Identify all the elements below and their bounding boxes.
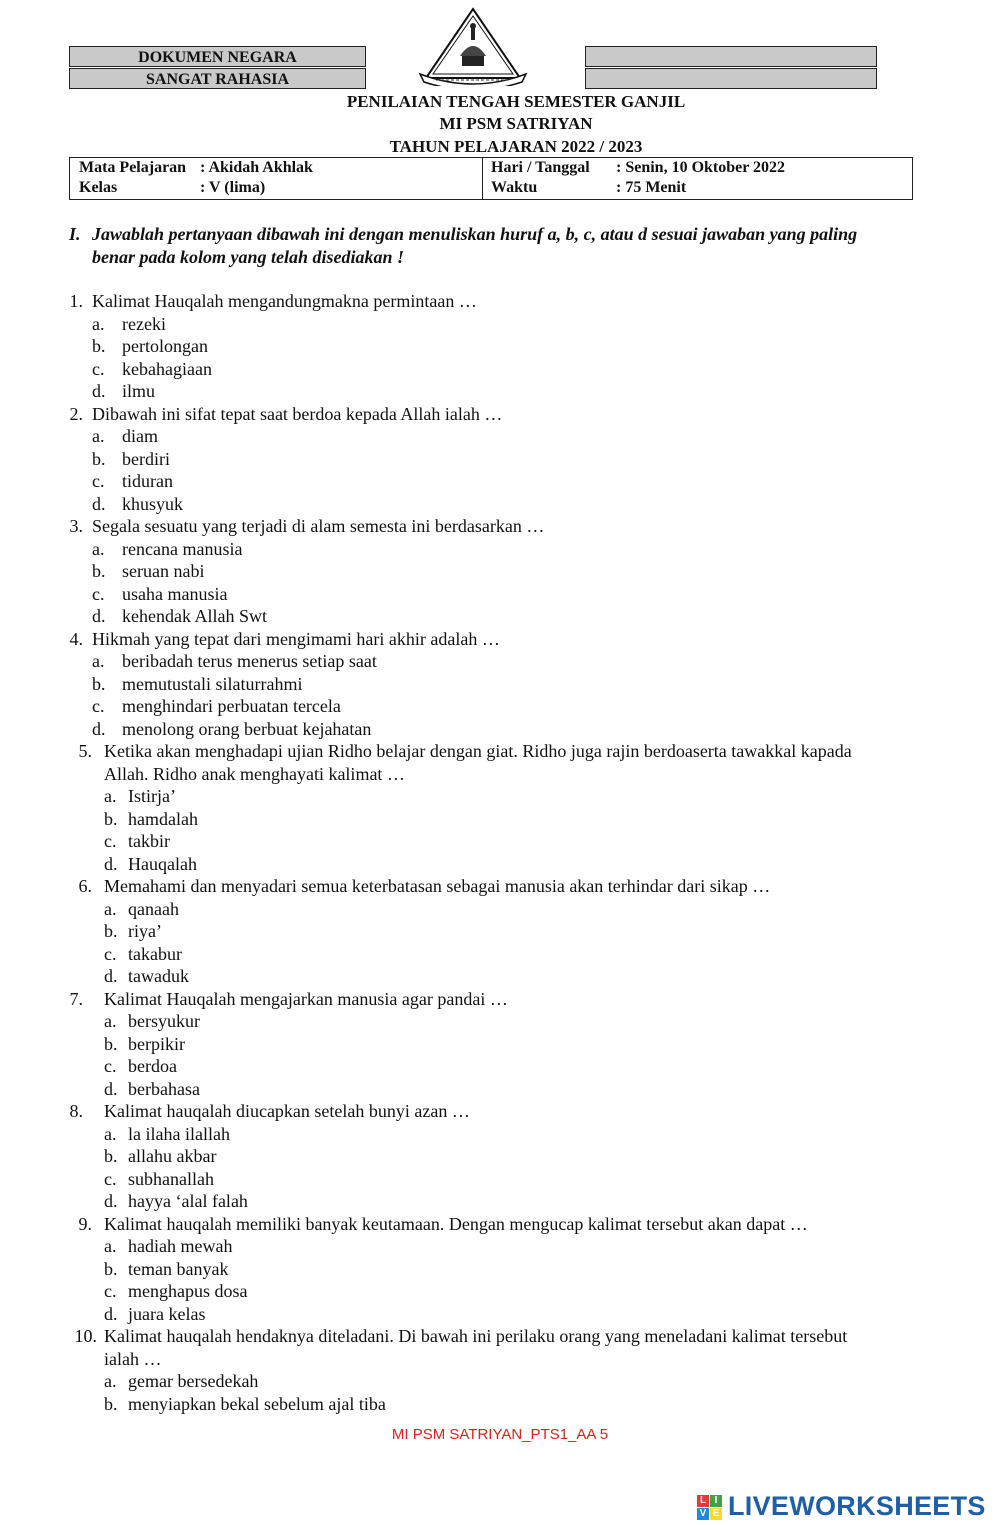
instruction-line-2: benar pada kolom yang telah disediakan ! xyxy=(92,247,405,267)
option-letter: a. xyxy=(104,786,117,806)
option-letter: a. xyxy=(92,538,105,559)
option-text: menyiapkan bekal sebelum ajal tiba xyxy=(128,1393,386,1414)
question-number: 10. xyxy=(74,1326,97,1346)
answer-option[interactable] xyxy=(104,1055,804,1078)
answer-option[interactable] xyxy=(104,1235,804,1258)
page-footer: MI PSM SATRIYAN_PTS1_AA 5 xyxy=(391,1426,609,1443)
option-letter: a. xyxy=(92,313,105,334)
answer-option[interactable] xyxy=(92,605,792,628)
option-letter: d. xyxy=(104,853,118,874)
logo-cell: L xyxy=(697,1495,709,1507)
option-letter: d. xyxy=(104,1303,118,1324)
answer-option[interactable] xyxy=(92,560,792,583)
answer-option[interactable] xyxy=(104,1280,804,1303)
option-letter: b. xyxy=(104,1393,118,1414)
option-letter: c. xyxy=(92,696,105,716)
logo-cell: V xyxy=(697,1508,709,1520)
option-text: rezeki xyxy=(122,313,166,334)
question-text: Allah. Ridho anak menghayati kalimat … xyxy=(104,763,405,784)
option-letter: c. xyxy=(104,1281,117,1301)
option-text: menolong orang berbuat kejahatan xyxy=(122,718,372,739)
answer-option[interactable] xyxy=(92,695,792,718)
option-letter: a. xyxy=(104,1236,117,1256)
option-text: qanaah xyxy=(128,898,179,919)
option-letter: a. xyxy=(104,898,117,919)
option-letter: a. xyxy=(104,1371,117,1391)
answer-option[interactable] xyxy=(92,493,792,516)
option-letter: b. xyxy=(92,448,106,469)
question-number: 7. xyxy=(69,988,83,1009)
answer-option[interactable] xyxy=(92,358,792,381)
liveworksheets-wordmark: LIVEWORKSHEETS xyxy=(728,1491,986,1521)
question-text: Kalimat hauqalah diucapkan setelah bunyi azan … xyxy=(104,1101,470,1121)
option-letter: b. xyxy=(104,1146,118,1166)
question-text: Kalimat hauqalah memiliki banyak keutamaan. Dengan mengucap kalimat tersebut akan dapat … xyxy=(104,1213,808,1234)
option-letter: a. xyxy=(92,651,105,671)
option-letter: a. xyxy=(92,426,105,446)
question-number: 4. xyxy=(69,628,83,649)
answer-option[interactable] xyxy=(104,853,804,876)
option-text: menghindari perbuatan tercela xyxy=(122,696,341,716)
answer-option[interactable] xyxy=(104,1370,804,1393)
option-letter: b. xyxy=(104,808,118,829)
exam-title: PENILAIAN TENGAH SEMESTER GANJIL xyxy=(346,92,686,111)
option-text: teman banyak xyxy=(128,1258,229,1279)
answer-option[interactable] xyxy=(104,920,804,943)
option-text: ilmu xyxy=(122,381,156,401)
option-letter: c. xyxy=(92,358,105,379)
answer-option[interactable] xyxy=(104,1258,804,1281)
option-text: juara kelas xyxy=(128,1303,206,1324)
subject-label: Mata Pelajaran xyxy=(79,159,187,176)
date-value: : Senin, 10 Oktober 2022 xyxy=(616,159,786,176)
instruction-number: I. xyxy=(69,224,81,244)
option-text: Hauqalah xyxy=(128,853,197,874)
question-text: Dibawah ini sifat tepat saat berdoa kepada Allah ialah … xyxy=(92,403,503,424)
answer-option[interactable] xyxy=(104,1168,804,1191)
option-text: allahu akbar xyxy=(128,1146,217,1166)
option-text: menghapus dosa xyxy=(128,1281,248,1301)
logo-cell: I xyxy=(710,1495,722,1507)
option-letter: a. xyxy=(104,1011,117,1031)
answer-option[interactable] xyxy=(104,898,804,921)
question-text: Segala sesuatu yang terjadi di alam semesta ini berdasarkan … xyxy=(92,516,545,536)
answer-option[interactable] xyxy=(92,470,792,493)
option-letter: d. xyxy=(104,966,118,986)
option-letter: d. xyxy=(104,1078,118,1099)
option-letter: c. xyxy=(92,583,105,604)
question-text: Memahami dan menyadari semua keterbatasan sebagai manusia akan terhindar dari sikap … xyxy=(104,876,771,896)
option-letter: b. xyxy=(92,336,106,356)
answer-option[interactable] xyxy=(92,718,792,741)
answer-option[interactable] xyxy=(104,1010,804,1033)
answer-option[interactable] xyxy=(92,650,792,673)
option-text: kehendak Allah Swt xyxy=(122,606,267,626)
answer-option[interactable] xyxy=(104,1303,804,1326)
option-text: khusyuk xyxy=(122,493,184,514)
answer-option[interactable] xyxy=(104,965,804,988)
option-text: tawaduk xyxy=(128,966,189,986)
time-value: : 75 Menit xyxy=(616,179,687,196)
option-text: seruan nabi xyxy=(122,561,205,581)
option-letter: d. xyxy=(92,493,106,514)
class-label: Kelas xyxy=(79,179,118,196)
option-text: subhanallah xyxy=(128,1168,214,1189)
option-text: gemar bersedekah xyxy=(128,1371,259,1391)
question-number: 6. xyxy=(78,876,92,896)
option-letter: d. xyxy=(104,1191,118,1211)
option-letter: d. xyxy=(92,381,106,401)
time-label: Waktu xyxy=(491,179,538,196)
option-text: rencana manusia xyxy=(122,538,243,559)
option-letter: b. xyxy=(104,921,118,941)
answer-option[interactable] xyxy=(104,1033,804,1056)
option-text: berdoa xyxy=(128,1056,177,1076)
academic-year: TAHUN PELAJARAN 2022 / 2023 xyxy=(389,137,643,156)
answer-option[interactable] xyxy=(104,1393,804,1416)
answer-option[interactable] xyxy=(104,1123,804,1146)
option-text: beribadah terus menerus setiap saat xyxy=(122,651,377,671)
question-number: 5. xyxy=(78,741,92,761)
option-text: hayya ‘alal falah xyxy=(128,1191,248,1211)
answer-option[interactable] xyxy=(92,380,792,403)
answer-option[interactable] xyxy=(92,673,792,696)
option-letter: c. xyxy=(104,943,117,964)
instruction-line-1: Jawablah pertanyaan dibawah ini dengan menuliskan huruf a, b, c, atau d sesuai jawaban yang paling xyxy=(92,224,858,244)
option-letter: c. xyxy=(104,1056,117,1076)
option-letter: d. xyxy=(92,606,106,626)
option-text: takbir xyxy=(128,831,170,851)
option-text: memutustali silaturrahmi xyxy=(122,673,303,694)
question-text: Hikmah yang tepat dari mengimami hari akhir adalah … xyxy=(92,628,500,649)
question-number: 2. xyxy=(69,403,83,424)
option-text: diam xyxy=(122,426,158,446)
answer-option[interactable] xyxy=(92,335,792,358)
question-text: Kalimat Hauqalah mengajarkan manusia agar pandai … xyxy=(104,988,508,1009)
class-value: : V (lima) xyxy=(200,179,266,196)
option-text: hamdalah xyxy=(128,808,198,829)
option-letter: b. xyxy=(92,673,106,694)
liveworksheets-grid-icon xyxy=(697,1495,723,1521)
option-text: berdiri xyxy=(122,448,170,469)
option-text: usaha manusia xyxy=(122,583,228,604)
option-text: berpikir xyxy=(128,1033,185,1054)
question-number: 1. xyxy=(69,291,83,311)
date-label: Hari / Tanggal xyxy=(491,159,590,176)
answer-option[interactable] xyxy=(104,808,804,831)
question-number: 3. xyxy=(69,516,83,536)
logo-cell: E xyxy=(710,1508,722,1520)
option-text: tiduran xyxy=(122,471,173,491)
question-text: ialah … xyxy=(104,1348,162,1369)
answer-option[interactable] xyxy=(92,448,792,471)
answer-option[interactable] xyxy=(92,425,792,448)
answer-option[interactable] xyxy=(104,1078,804,1101)
question-text: Kalimat hauqalah hendaknya diteladani. Di bawah ini perilaku orang yang meneladani kalimat tersebut xyxy=(104,1326,848,1346)
option-letter: c. xyxy=(104,831,117,851)
option-letter: b. xyxy=(104,1033,118,1054)
option-text: hadiah mewah xyxy=(128,1236,233,1256)
option-letter: c. xyxy=(92,471,105,491)
option-letter: c. xyxy=(104,1168,117,1189)
option-letter: b. xyxy=(104,1258,118,1279)
option-text: berbahasa xyxy=(128,1078,200,1099)
answer-option[interactable] xyxy=(92,583,792,606)
option-text: riya’ xyxy=(128,921,162,941)
answer-option[interactable] xyxy=(104,943,804,966)
subject-value: : Akidah Akhlak xyxy=(200,159,313,176)
option-text: bersyukur xyxy=(128,1011,200,1031)
answer-option[interactable] xyxy=(104,785,804,808)
option-text: Istirja’ xyxy=(128,786,176,806)
option-text: pertolongan xyxy=(122,336,208,356)
answer-option[interactable] xyxy=(92,313,792,336)
question-text: Ketika akan menghadapi ujian Ridho belajar dengan giat. Ridho juga rajin berdoaserta tawakkal kapada xyxy=(104,741,852,761)
option-letter: a. xyxy=(104,1123,117,1144)
question-number: 9. xyxy=(78,1213,92,1234)
school-name: MI PSM SATRIYAN xyxy=(439,114,593,133)
option-text: la ilaha ilallah xyxy=(128,1123,230,1144)
answer-option[interactable] xyxy=(104,1190,804,1213)
option-text: takabur xyxy=(128,943,182,964)
option-text: kebahagiaan xyxy=(122,358,212,379)
answer-option[interactable] xyxy=(104,830,804,853)
classification-box-1: DOKUMEN NEGARA xyxy=(69,46,366,67)
question-number: 8. xyxy=(69,1101,83,1121)
option-letter: d. xyxy=(92,718,106,739)
answer-option[interactable] xyxy=(92,538,792,561)
option-letter: b. xyxy=(92,561,106,581)
classification-box-2: SANGAT RAHASIA xyxy=(69,68,366,89)
answer-option[interactable] xyxy=(104,1145,804,1168)
question-text: Kalimat Hauqalah mengandungmakna permintaan … xyxy=(92,291,477,311)
